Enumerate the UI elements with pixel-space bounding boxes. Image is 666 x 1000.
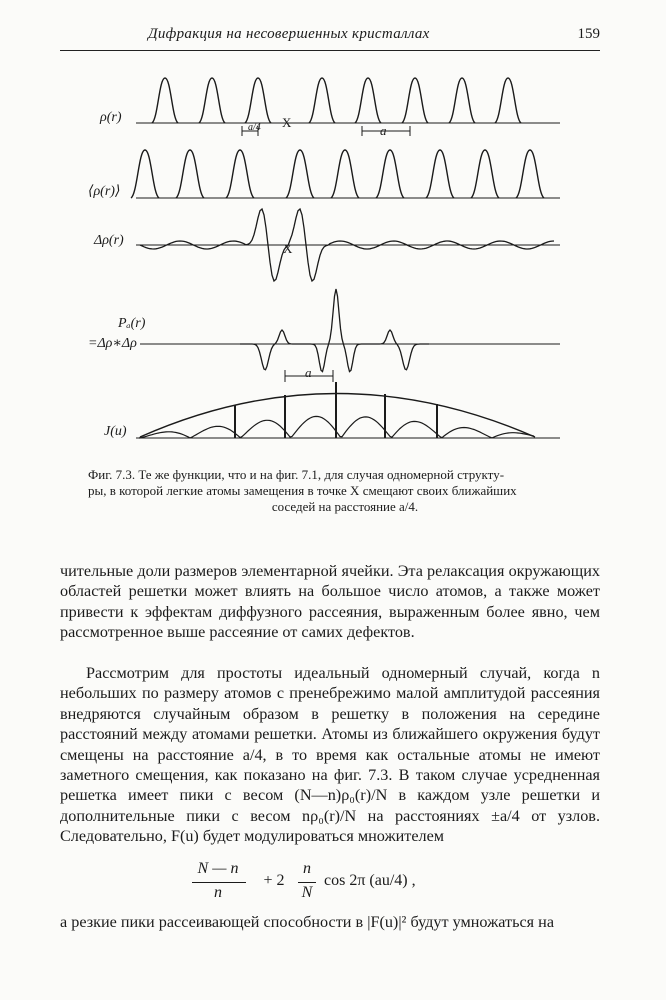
formula-den-1: n <box>214 884 222 901</box>
paragraph-1: чительные доли размеров элементарной ячейки. Эта релаксация окружающих областей решетки может влиять на большое число атомов, а также может привести к эффектам диффузного рассеяния, выраженным более явно, чем рассмотренное выше рассеяние от самих дефектов. <box>60 562 600 642</box>
peak-rho-6 <box>449 78 475 123</box>
page-header <box>60 24 600 51</box>
page-number: 159 <box>577 26 600 42</box>
peak-rho-5 <box>402 78 428 123</box>
label-patterson-1: Pₐ(r) <box>118 316 146 331</box>
marker-x-mid: X <box>283 241 293 256</box>
marker-x-top: X <box>282 115 292 130</box>
peak-avg-8 <box>516 150 544 198</box>
formula-num-2: n <box>303 860 311 877</box>
peak-avg-7 <box>471 150 499 198</box>
peak-avg-4 <box>331 150 359 198</box>
row-avg-rho-plot <box>131 150 560 198</box>
formula <box>190 860 490 906</box>
formula-bar-2 <box>298 882 316 883</box>
peak-rho-0 <box>152 78 178 123</box>
figure-7-3 <box>0 60 666 460</box>
dim-a4-label: a/4 <box>248 122 261 133</box>
peak-avg-2 <box>226 150 254 198</box>
caption-line-1: Фиг. 7.3. Те же функции, что и на фиг. 7.1, для случая одномерной структу- <box>88 467 505 482</box>
peak-rho-7 <box>495 78 521 123</box>
formula-plus: + 2 <box>263 872 285 889</box>
formula-num-1: N — n <box>197 860 239 877</box>
row-patterson-plot <box>140 289 560 372</box>
peak-avg-6 <box>426 150 454 198</box>
label-avg-rho: ⟨ρ(r)⟩ <box>88 184 121 199</box>
dim-a-mid-label: a <box>305 365 312 380</box>
paragraph-2: Рассмотрим для простоты идеальный одномерный случай, когда n небольших по размеру атомов с пренебрежимо малой амплитудой рассеяния внедряются случайным образом в решетку в положения на середине расстояний между атомами решетки. Атомы из ближайшего окружения будут смещены на расстояние a/4, в то время как остальные атомы не имеют заметного смещения, как показано на фиг. 7.3. В таком случае усредненная решетка имеет пики с весом (N—n)ρ₀(r)/N в каждом узле решетки и дополнительные пики с весом nρ₀(r)/N на расстояниях ±a/4 от узлов. Следовательно, F(u) будет модулироваться множителем <box>60 664 600 846</box>
formula-bar-1 <box>192 882 246 883</box>
formula-tail: cos 2π (au/4) , <box>324 872 416 889</box>
label-intensity: J(u) <box>104 424 127 439</box>
row-rho-plot <box>136 78 560 123</box>
formula-den-2: N <box>301 884 313 901</box>
curve-patterson <box>240 289 429 372</box>
peak-rho-3 <box>309 78 335 123</box>
label-delta-rho: Δρ(r) <box>94 233 124 248</box>
peak-avg-0 <box>131 150 159 198</box>
peak-avg-1 <box>176 150 204 198</box>
peak-rho-1 <box>199 78 225 123</box>
figure-caption <box>88 467 602 499</box>
label-patterson-2: =Δρ∗Δρ <box>88 336 137 351</box>
row-intensity-plot <box>136 382 560 438</box>
peak-rho-2 <box>245 78 271 123</box>
label-rho: ρ(r) <box>100 110 122 125</box>
caption-line-3: соседей на расстояние a/4. <box>271 499 419 514</box>
peak-avg-3 <box>286 150 314 198</box>
dim-a-top-label: a <box>380 123 387 138</box>
row-delta-rho-plot <box>136 209 560 281</box>
peak-avg-5 <box>376 150 404 198</box>
peak-rho-4 <box>355 78 381 123</box>
paragraph-3: а резкие пики рассеивающей способности в |F(u)|² будут умножаться на <box>60 913 555 931</box>
running-head: Дифракция на несовершенных кристаллах <box>148 26 430 42</box>
caption-line-2: ры, в которой легкие атомы замещения в точке X смещают своих ближайших <box>88 483 517 498</box>
